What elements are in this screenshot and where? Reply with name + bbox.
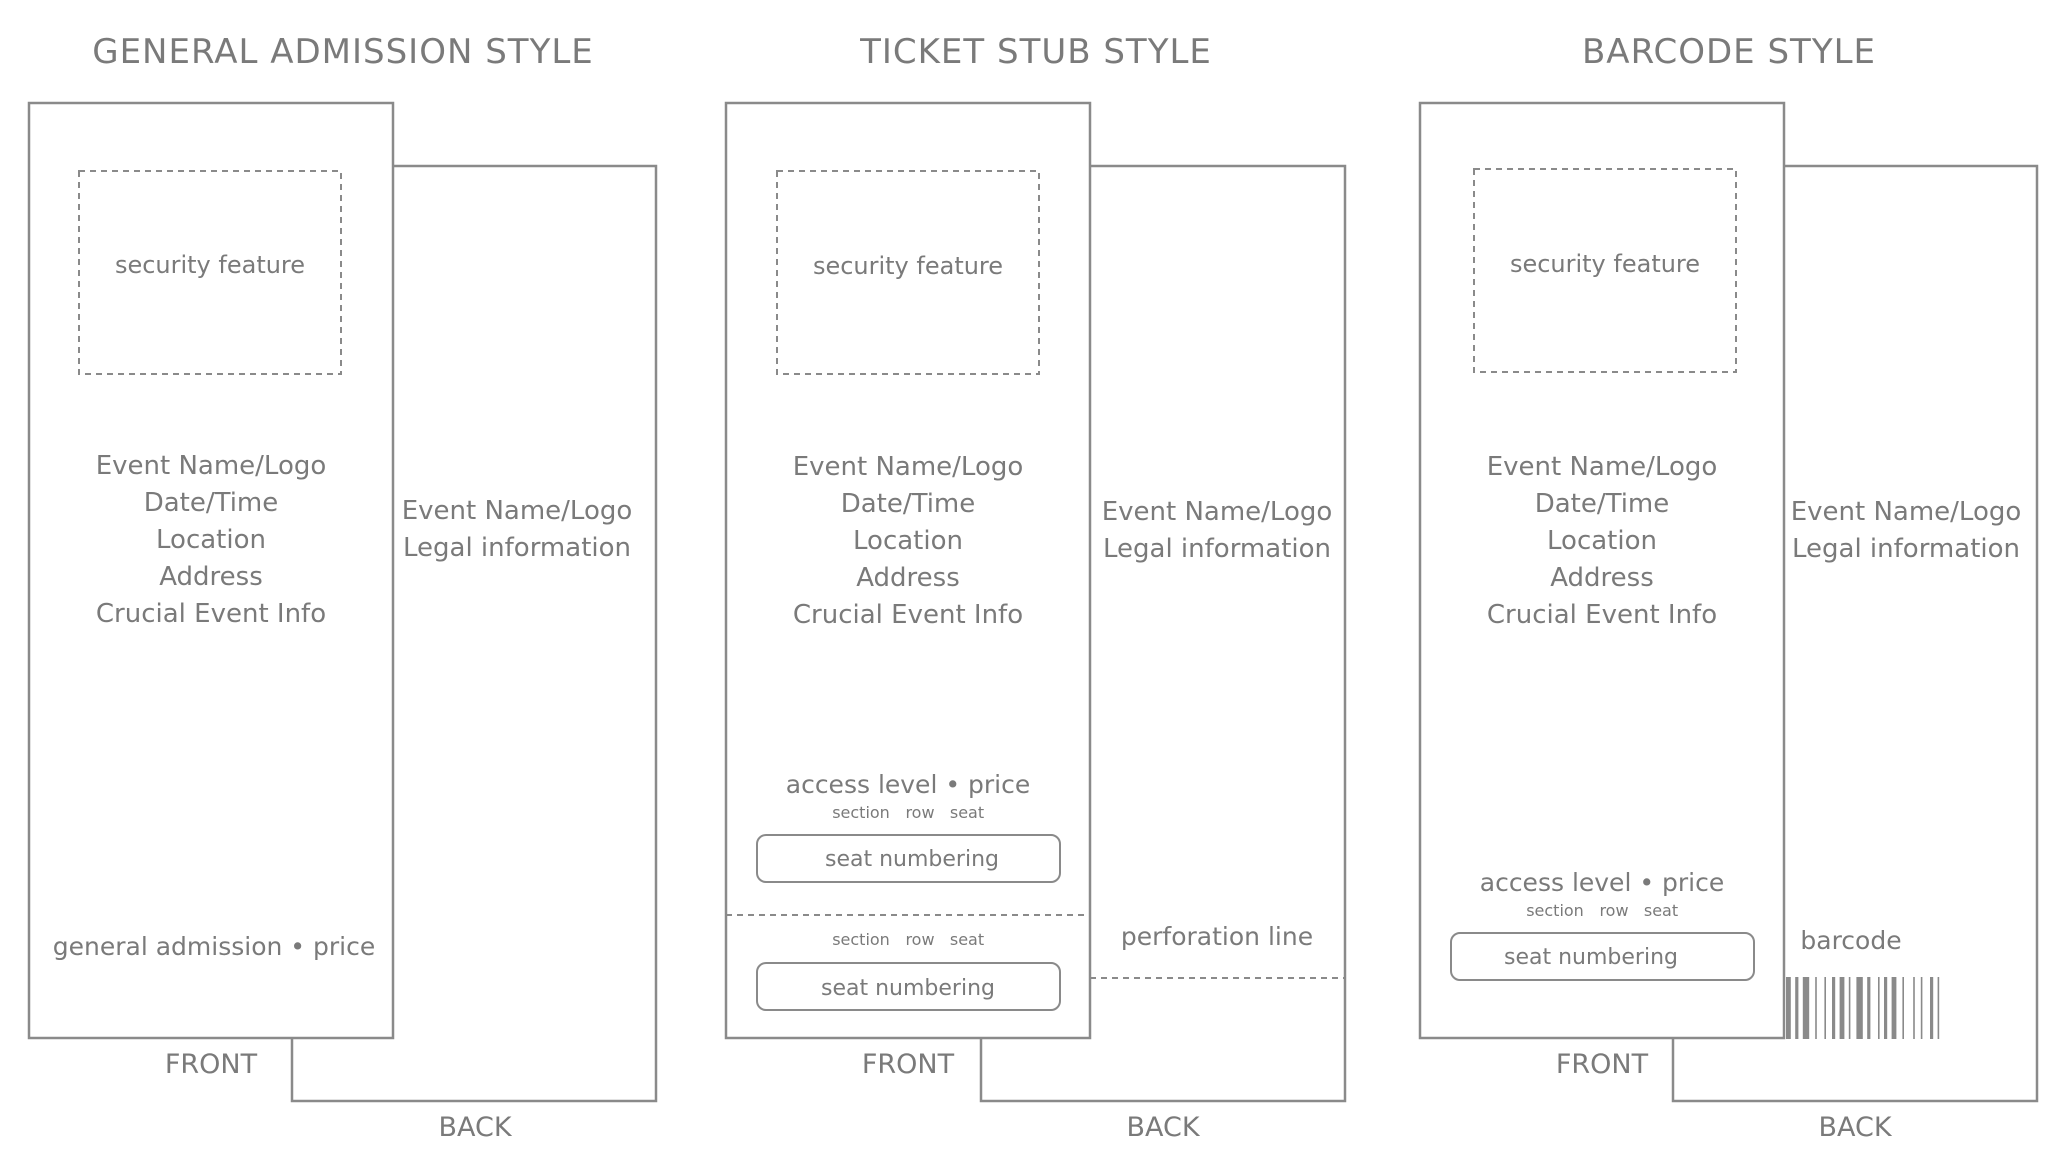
barcode-stripe: [1921, 977, 1923, 1039]
barcode-stripe: [1815, 977, 1817, 1039]
barcode-stripe: [1913, 977, 1915, 1039]
general-admission-event-line: Address: [159, 562, 263, 592]
barcode-stripe: [1892, 977, 1897, 1039]
general-admission-back-label: BACK: [438, 1112, 512, 1143]
barcode-stripe: [1832, 977, 1835, 1039]
ticket-stub-event-line: Event Name/Logo: [792, 452, 1024, 482]
barcode-event-line: Crucial Event Info: [1486, 600, 1718, 630]
ticket-stub-section-label: section: [832, 803, 890, 822]
ticket-stub-perforation-label: perforation line: [1120, 922, 1314, 951]
general-admission-event-line: Date/Time: [143, 488, 279, 518]
barcode-row-label: row: [1599, 901, 1629, 920]
general-admission-price-label: general admission • price: [52, 932, 376, 961]
ticket-stub-stub-row-label: row: [905, 930, 935, 949]
barcode-stripe: [1938, 977, 1940, 1039]
barcode-stripe: [1803, 977, 1809, 1039]
ticket-stub-event-line: Address: [856, 563, 960, 593]
barcode-stripe: [1856, 977, 1862, 1039]
ticket-stub-back-line: Event Name/Logo: [1101, 497, 1333, 527]
ticket-stub-security-label: security feature: [812, 252, 1004, 280]
barcode-back-line: Event Name/Logo: [1790, 497, 2022, 527]
barcode-title: BARCODE STYLE: [1581, 32, 1877, 72]
ticket-stub-back-line: Legal information: [1102, 534, 1332, 564]
barcode-icon: [1786, 977, 1939, 1039]
barcode-stripe: [1849, 977, 1851, 1039]
ticket-stub-front-label: FRONT: [861, 1049, 955, 1080]
barcode-seat-label: seat: [1643, 901, 1679, 920]
barcode-event-line: Address: [1550, 563, 1654, 593]
ticket-stub-title: TICKET STUB STYLE: [860, 32, 1212, 72]
barcode-stripe: [1902, 977, 1904, 1039]
barcode-front-label: FRONT: [1555, 1049, 1649, 1080]
barcode-stripe: [1878, 977, 1880, 1039]
general-admission-title: GENERAL ADMISSION STYLE: [92, 32, 594, 72]
general-admission-panel: [29, 32, 656, 1143]
barcode-back-line: Legal information: [1791, 534, 2021, 564]
barcode-stripe: [1786, 977, 1791, 1039]
barcode-stripe: [1867, 977, 1870, 1039]
ticket-stub-panel: [726, 32, 1345, 1143]
ticket-stub-stub-seat-label: seat: [949, 930, 985, 949]
ticket-stub-seat-numbering-label: seat numbering: [825, 847, 999, 872]
barcode-stripe: [1884, 977, 1887, 1039]
barcode-section-label: section: [1526, 901, 1584, 920]
ticket-stub-stub-seat-numbering-label: seat numbering: [821, 976, 995, 1001]
barcode-event-line: Event Name/Logo: [1486, 452, 1718, 482]
general-admission-event-line: Event Name/Logo: [95, 451, 327, 481]
barcode-back-label: BACK: [1818, 1112, 1892, 1143]
ticket-stub-event-line: Crucial Event Info: [792, 600, 1024, 630]
ticket-stub-event-line: Date/Time: [840, 489, 976, 519]
general-admission-event-line: Location: [156, 525, 266, 555]
barcode-label: barcode: [1800, 926, 1902, 955]
barcode-seat-numbering-label: seat numbering: [1504, 945, 1678, 970]
general-admission-event-line: Crucial Event Info: [95, 599, 327, 629]
ticket-stub-stub-section-label: section: [832, 930, 890, 949]
barcode-security-label: security feature: [1509, 250, 1701, 278]
barcode-access-label: access level • price: [1479, 868, 1725, 897]
general-admission-security-label: security feature: [114, 251, 306, 279]
ticket-stub-back-label: BACK: [1126, 1112, 1200, 1143]
ticket-stub-event-line: Location: [853, 526, 963, 556]
general-admission-back-line: Event Name/Logo: [401, 496, 633, 526]
barcode-panel: [1420, 32, 2037, 1143]
ticket-stub-access-label: access level • price: [785, 770, 1031, 799]
ticket-stub-seat-label: seat: [949, 803, 985, 822]
barcode-event-line: Location: [1547, 526, 1657, 556]
barcode-stripe: [1795, 977, 1798, 1039]
barcode-event-line: Date/Time: [1534, 489, 1670, 519]
barcode-stripe: [1930, 977, 1933, 1039]
ticket-stub-row-label: row: [905, 803, 935, 822]
barcode-stripe: [1840, 977, 1845, 1039]
barcode-stripe: [1824, 977, 1826, 1039]
general-admission-front-label: FRONT: [164, 1049, 258, 1080]
general-admission-back-line: Legal information: [402, 533, 632, 563]
